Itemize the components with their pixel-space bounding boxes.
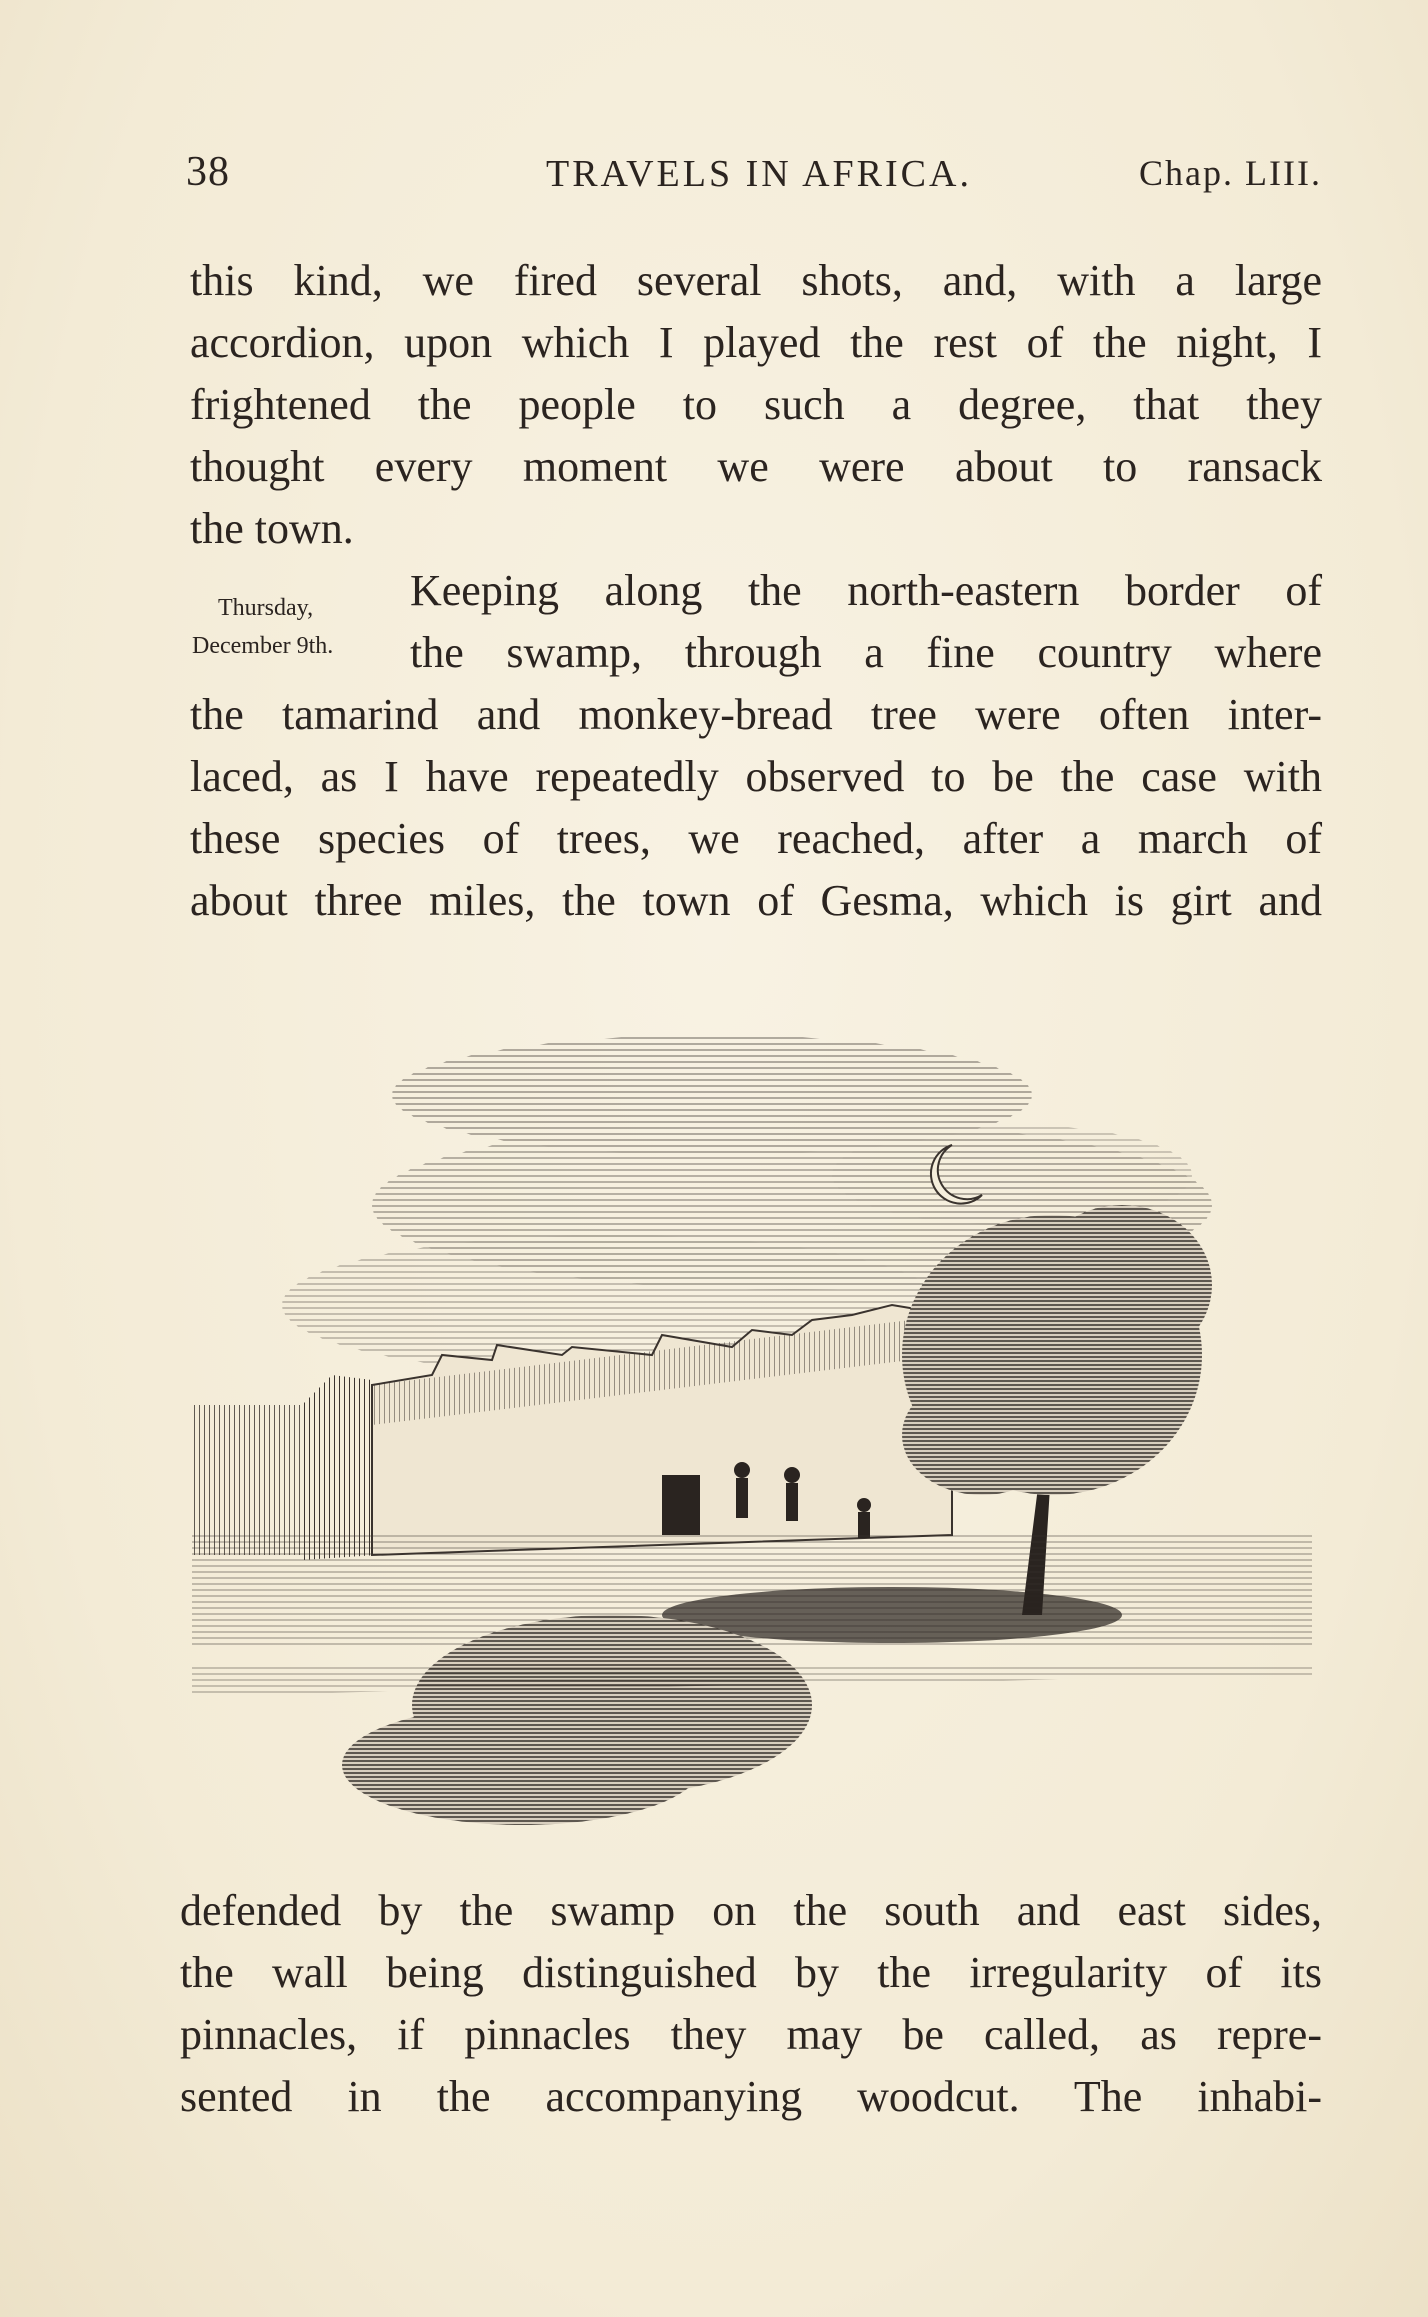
paragraph-2 bbox=[190, 560, 1322, 932]
woodcut-illustration bbox=[192, 975, 1312, 1855]
text-line: the swamp, through a fine country where bbox=[410, 628, 1322, 677]
town-gate bbox=[662, 1475, 700, 1535]
text-line: laced, as I have repeatedly observed to be the case with bbox=[190, 752, 1322, 801]
text-line: Keeping along the north-eastern border of bbox=[410, 566, 1322, 615]
text-line: the wall being distinguished by the irregularity of its bbox=[180, 1948, 1322, 1997]
running-title: TRAVELS IN AFRICA. bbox=[546, 153, 972, 195]
text-line: frightened the people to such a degree, that they bbox=[190, 380, 1322, 429]
text-line: about three miles, the town of Gesma, which is girt and bbox=[190, 876, 1322, 925]
foreground-bushes bbox=[192, 1615, 1312, 1825]
text-line: the town. bbox=[190, 504, 354, 553]
text-line: the tamarind and monkey-bread tree were often inter- bbox=[190, 690, 1322, 739]
text-line: pinnacles, if pinnacles they may be called, as repre- bbox=[180, 2010, 1322, 2059]
text-line: this kind, we fired several shots, and, with a large bbox=[190, 256, 1322, 305]
running-header bbox=[186, 148, 1322, 208]
sidenote-date: December 9th. bbox=[192, 633, 334, 659]
text-line: thought every moment we were about to ransack bbox=[190, 442, 1322, 491]
text-line: sented in the accompanying woodcut. The inhabi- bbox=[180, 2072, 1322, 2121]
woodcut-illustration-svg bbox=[192, 975, 1312, 1855]
chapter-label: Chap. LIII. bbox=[1139, 153, 1322, 193]
distant-trees bbox=[192, 1405, 312, 1555]
text-line: defended by the swamp on the south and east sides, bbox=[180, 1886, 1322, 1935]
paragraph-1 bbox=[190, 250, 1322, 560]
paragraph-3 bbox=[180, 1880, 1322, 2128]
text-line: accordion, upon which I played the rest of the night, I bbox=[190, 318, 1322, 367]
sidenote-day: Thursday, bbox=[218, 595, 314, 621]
text-line: these species of trees, we reached, after a march of bbox=[190, 814, 1322, 863]
page-number: 38 bbox=[186, 149, 230, 195]
